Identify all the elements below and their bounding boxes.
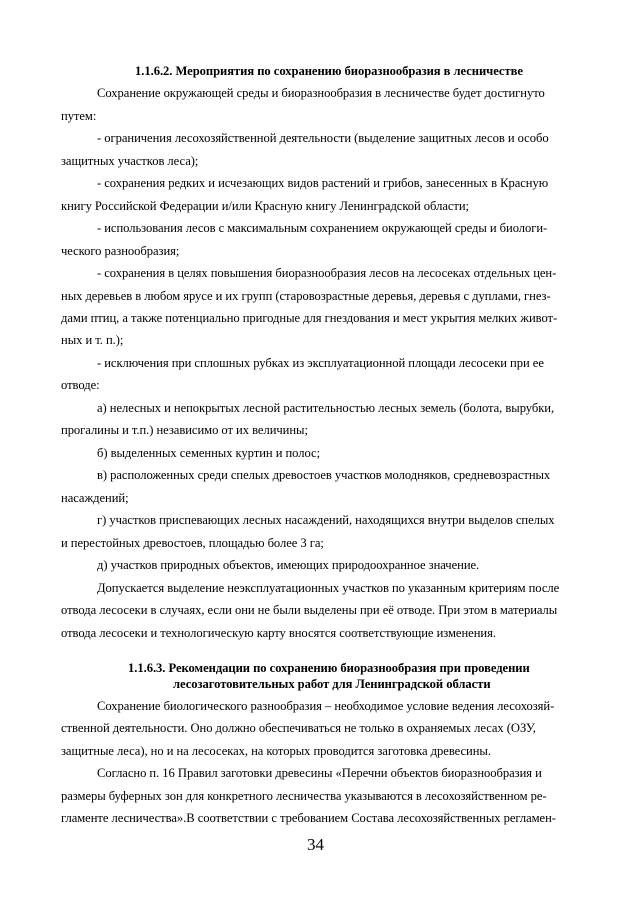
text-line: и перестойных древостоев, площадью более 3 га; xyxy=(61,536,324,550)
text-line: дами птиц, а также потенциально пригодные для гнездования и мест укрытия мелких живот- xyxy=(61,311,558,325)
text-line: Согласно п. 16 Правил заготовки древесины «Перечни объектов биоразнообразия и xyxy=(97,766,542,780)
text-line: - ограничения лесохозяйственной деятельности (выделение защитных лесов и особо xyxy=(97,131,549,145)
text-line: ных деревьев в любом ярусе и их групп (старовозрастные деревья, деревья с дуплами, гнез- xyxy=(61,289,551,303)
text-line: Допускается выделение неэксплуатационных участков по указанным критериям после xyxy=(97,581,560,595)
text-line: защитных участков леса); xyxy=(61,154,199,168)
text-line: а) нелесных и непокрытых лесной растительностью лесных земель (болота, вырубки, xyxy=(97,401,555,415)
section-heading-1-1-6-2: 1.1.6.2. Мероприятия по сохранению биоразнообразия в лесничестве xyxy=(135,64,523,78)
page-number: 34 xyxy=(307,835,324,854)
text-line: путем: xyxy=(61,109,97,123)
text-line: Сохранение биологического разнообразия – необходимое условие ведения лесохозяй- xyxy=(97,699,555,713)
text-line: прогалины и т.п.) независимо от их величины; xyxy=(61,423,308,437)
text-line: книгу Российской Федерации и/или Красную книгу Ленинградской области; xyxy=(61,199,469,213)
text-line: Сохранение окружающей среды и биоразнообразия в лесничестве будет достигнуто xyxy=(97,86,545,100)
text-line: б) выделенных семенных куртин и полос; xyxy=(97,446,321,460)
text-line: ческого разнообразия; xyxy=(61,244,180,258)
text-line: защитные леса), но и на лесосеках, на которых проводится заготовка древесины. xyxy=(61,744,491,758)
text-line: - исключения при сплошных рубках из эксплуатационной площади лесосеки при ее xyxy=(97,356,544,370)
text-line: гламенте лесничества».В соответствии с требованием Состава лесохозяйственных регламен- xyxy=(61,811,556,825)
text-line: - сохранения в целях повышения биоразнообразия лесов на лесосеках отдельных цен- xyxy=(97,266,557,280)
text-line: отвода лесосеки в случаях, если они не были выделены при её отводе. При этом в материалы xyxy=(61,603,558,617)
section-heading-1-1-6-3-continued: лесозаготовительных работ для Ленинградской области xyxy=(173,677,491,691)
text-line: в) расположенных среди спелых древостоев участков молодняков, средневозрастных xyxy=(97,468,551,482)
text-line: насаждений; xyxy=(61,491,129,505)
text-line: г) участков приспевающих лесных насаждений, находящихся внутри выделов спелых xyxy=(97,513,555,527)
text-line: размеры буферных зон для конкретного лесничества указываются в лесохозяйственном ре- xyxy=(61,789,547,803)
text-line: ных и т. п.); xyxy=(61,333,124,347)
text-line: ственной деятельности. Оно должно обеспечиваться не только в охраняемых лесах (ОЗУ, xyxy=(61,721,536,735)
text-line: д) участков природных объектов, имеющих природоохранное значение. xyxy=(97,558,480,572)
section-heading-1-1-6-3: 1.1.6.3. Рекомендации по сохранению биоразнообразия при проведении xyxy=(128,661,530,675)
text-line: - использования лесов с максимальным сохранением окружающей среды и биологи- xyxy=(97,221,548,235)
text-line: - сохранения редких и исчезающих видов растений и грибов, занесенных в Красную xyxy=(97,176,549,190)
text-line: отвода лесосеки и технологическую карту вносятся соответствующие изменения. xyxy=(61,626,496,640)
text-line: отводе: xyxy=(61,378,100,392)
